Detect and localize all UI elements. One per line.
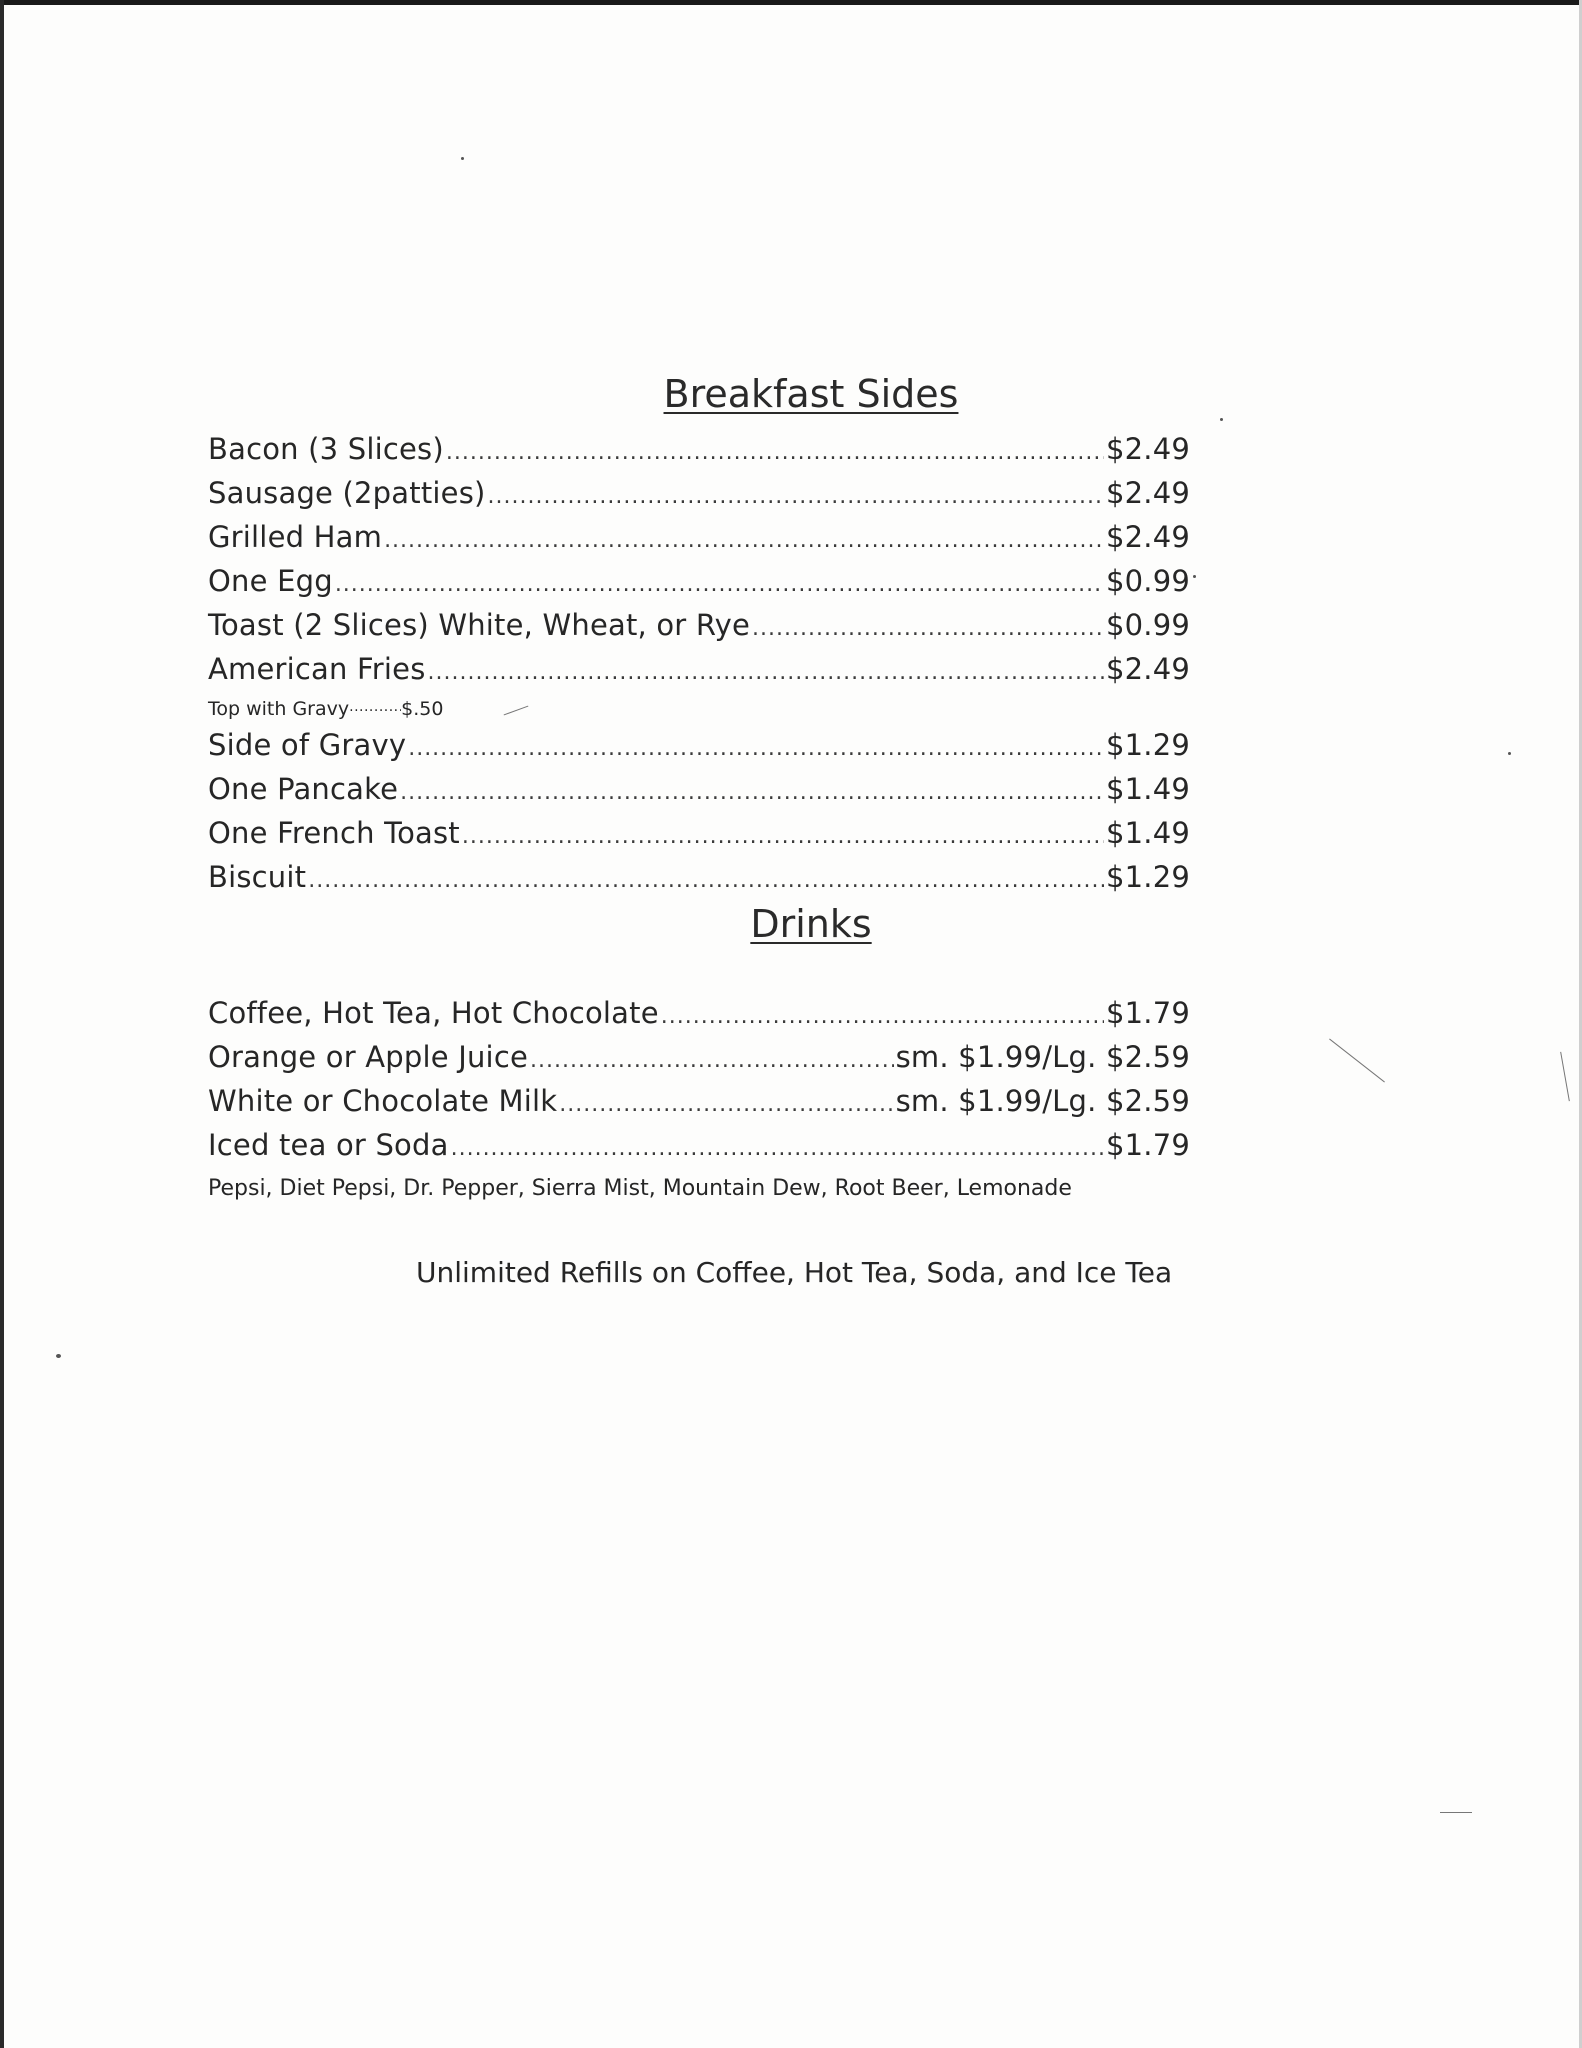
item-price: $2.49 [1105,476,1190,510]
menu-item [208,476,1190,510]
item-name: Coffee, Hot Tea, Hot Chocolate [208,996,659,1030]
item-name: Bacon (3 Slices) [208,432,444,466]
scan-scratch [1329,1039,1385,1083]
menu-item [208,816,1190,850]
item-price: $0.99 [1105,564,1190,598]
menu-item [208,772,1190,806]
item-price: $1.79 [1105,996,1190,1030]
dot-leader [451,1136,1104,1161]
item-name: White or Chocolate Milk [208,1084,558,1118]
item-price: $2.49 [1105,520,1190,554]
item-name: American Fries [208,652,426,686]
scan-speck [1220,418,1223,421]
dot-leader [349,699,401,715]
menu-item [208,520,1190,554]
item-price: $0.99 [1105,608,1190,642]
menu-item [208,652,1190,686]
item-name: Biscuit [208,860,307,894]
dot-leader [559,1092,893,1117]
scan-scratch [1560,1052,1570,1101]
note-name: Top with Gravy [208,698,350,720]
item-price: $1.29 [1105,728,1190,762]
item-price: $1.49 [1105,816,1190,850]
scan-scratch [504,706,529,716]
item-name: Toast (2 Slices) White, Wheat, or Rye [208,608,751,642]
note-price: $.50 [401,698,444,720]
item-price: $2.49 [1105,652,1190,686]
menu-item [208,1040,1190,1074]
dot-leader [752,616,1104,641]
dot-leader [428,660,1104,685]
item-price: $1.49 [1105,772,1190,806]
item-price: sm. $1.99/Lg. $2.59 [895,1040,1190,1074]
scan-speck [1508,752,1511,755]
item-name: One Egg [208,564,333,598]
scan-speck [1193,575,1196,578]
menu-item [208,1128,1190,1162]
menu-item [208,608,1190,642]
soda-brands: Pepsi, Diet Pepsi, Dr. Pepper, Sierra Mist, Mountain Dew, Root Beer, Lemonade [208,1176,1072,1201]
item-name: Orange or Apple Juice [208,1040,528,1074]
item-price: sm. $1.99/Lg. $2.59 [895,1084,1190,1118]
item-price: $1.79 [1105,1128,1190,1162]
dot-leader [530,1048,894,1073]
dot-leader [335,572,1104,597]
scan-edge-left [0,0,4,2048]
menu-item [208,1084,1190,1118]
item-name: Iced tea or Soda [208,1128,449,1162]
item-name: Grilled Ham [208,520,383,554]
gravy-topping-note [208,698,443,720]
dot-leader [488,484,1104,509]
item-name: Sausage (2patties) [208,476,486,510]
breakfast-sides-heading: Breakfast Sides [663,372,959,416]
item-price: $2.49 [1105,432,1190,466]
item-name: One Pancake [208,772,399,806]
dot-leader [384,528,1104,553]
menu-item [208,728,1190,762]
dot-leader [446,440,1104,465]
dot-leader [661,1004,1104,1029]
menu-item [208,996,1190,1030]
menu-item [208,860,1190,894]
dot-leader [308,868,1104,893]
dot-leader [408,736,1104,761]
scan-scratch [1440,1812,1472,1813]
item-price: $1.29 [1105,860,1190,894]
item-name: One French Toast [208,816,460,850]
dot-leader [462,824,1104,849]
scan-edge-top [0,0,1582,5]
drinks-heading: Drinks [750,902,872,946]
menu-item [208,564,1190,598]
scan-speck [56,1354,61,1358]
scan-speck [461,157,464,160]
menu-item [208,432,1190,466]
dot-leader [400,780,1104,805]
item-name: Side of Gravy [208,728,407,762]
refills-note: Unlimited Refills on Coffee, Hot Tea, Soda, and Ice Tea [416,1256,1173,1289]
